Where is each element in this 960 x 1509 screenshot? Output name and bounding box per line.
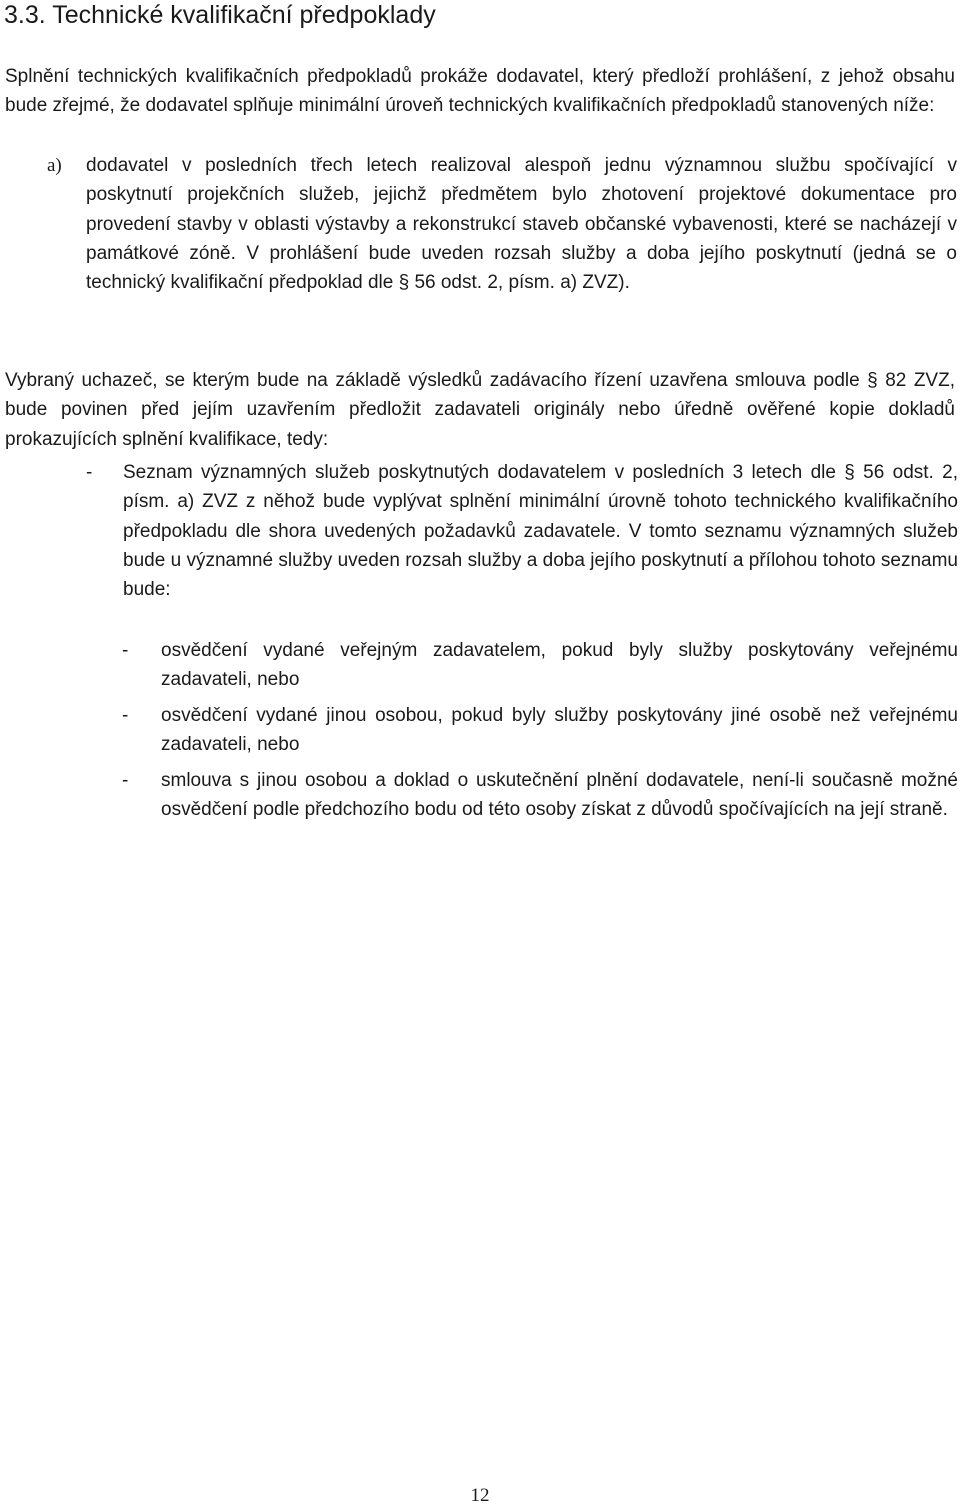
list-marker: a) — [47, 155, 62, 176]
intro-paragraph: Splnění technických kvalifikačních předpokladů prokáže dodavatel, který předloží prohlášení, z jehož obsahu bude zřejmé, že dodavatel splňuje minimální úroveň technických kvalifikačních předpokladů stanovených níže: — [5, 66, 955, 117]
dash-marker: - — [122, 705, 129, 726]
page-number: 12 — [470, 1485, 490, 1506]
attachment-text: osvědčení vydané jinou osobou, pokud byly služby poskytovány jiné osobě než veřejnému zadavateli, nebo — [161, 705, 958, 756]
dash-marker: - — [86, 462, 93, 483]
dash-marker: - — [122, 640, 129, 661]
section-heading: 3.3. Technické kvalifikační předpoklady — [4, 1, 436, 29]
attachment-text: osvědčení vydané veřejným zadavatelem, pokud byly služby poskytovány veřejnému zadavateli, nebo — [161, 640, 958, 691]
requirement-text: dodavatel v posledních třech letech realizoval alespoň jednu významnou službu spočívající v poskytnutí projekčních služeb, jejichž předmětem bylo zhotovení projektové dokumentace pro provedení stavby v oblasti výstavby a rekonstrukcí staveb občanské vybavenosti, které se nacházejí v památkové zóně. V prohlášení bude uveden rozsah služby a doba jejího poskytnutí (jedná se o technický kvalifikační předpoklad dle § 56 odst. 2, písm. a) ZVZ). — [86, 155, 957, 294]
selected-bidder-paragraph: Vybraný uchazeč, se kterým bude na základě výsledků zadávacího řízení uzavřena smlouva podle § 82 ZVZ, bude povinen před jejím uzavřením předložit zadavateli originály nebo úředně ověřené kopie dokladů prokazujících splnění kvalifikace, tedy: — [5, 370, 955, 450]
dash-marker: - — [122, 770, 129, 791]
services-list-text: Seznam významných služeb poskytnutých dodavatelem v posledních 3 letech dle § 56 odst. 2, písm. a) ZVZ z něhož bude vyplývat splnění minimální úrovně tohoto technického kvalifikačního předpokladu dle shora uvedených požadavků zadavatele. V tomto seznamu významných služeb bude u významné služby uveden rozsah služby a doba jejího poskytnutí a přílohou tohoto seznamu bude: — [123, 462, 958, 601]
attachment-text: smlouva s jinou osobou a doklad o uskutečnění plnění dodavatele, není-li současně možné osvědčení podle předchozího bodu od této osoby získat z důvodů spočívajících na její straně. — [161, 770, 958, 821]
